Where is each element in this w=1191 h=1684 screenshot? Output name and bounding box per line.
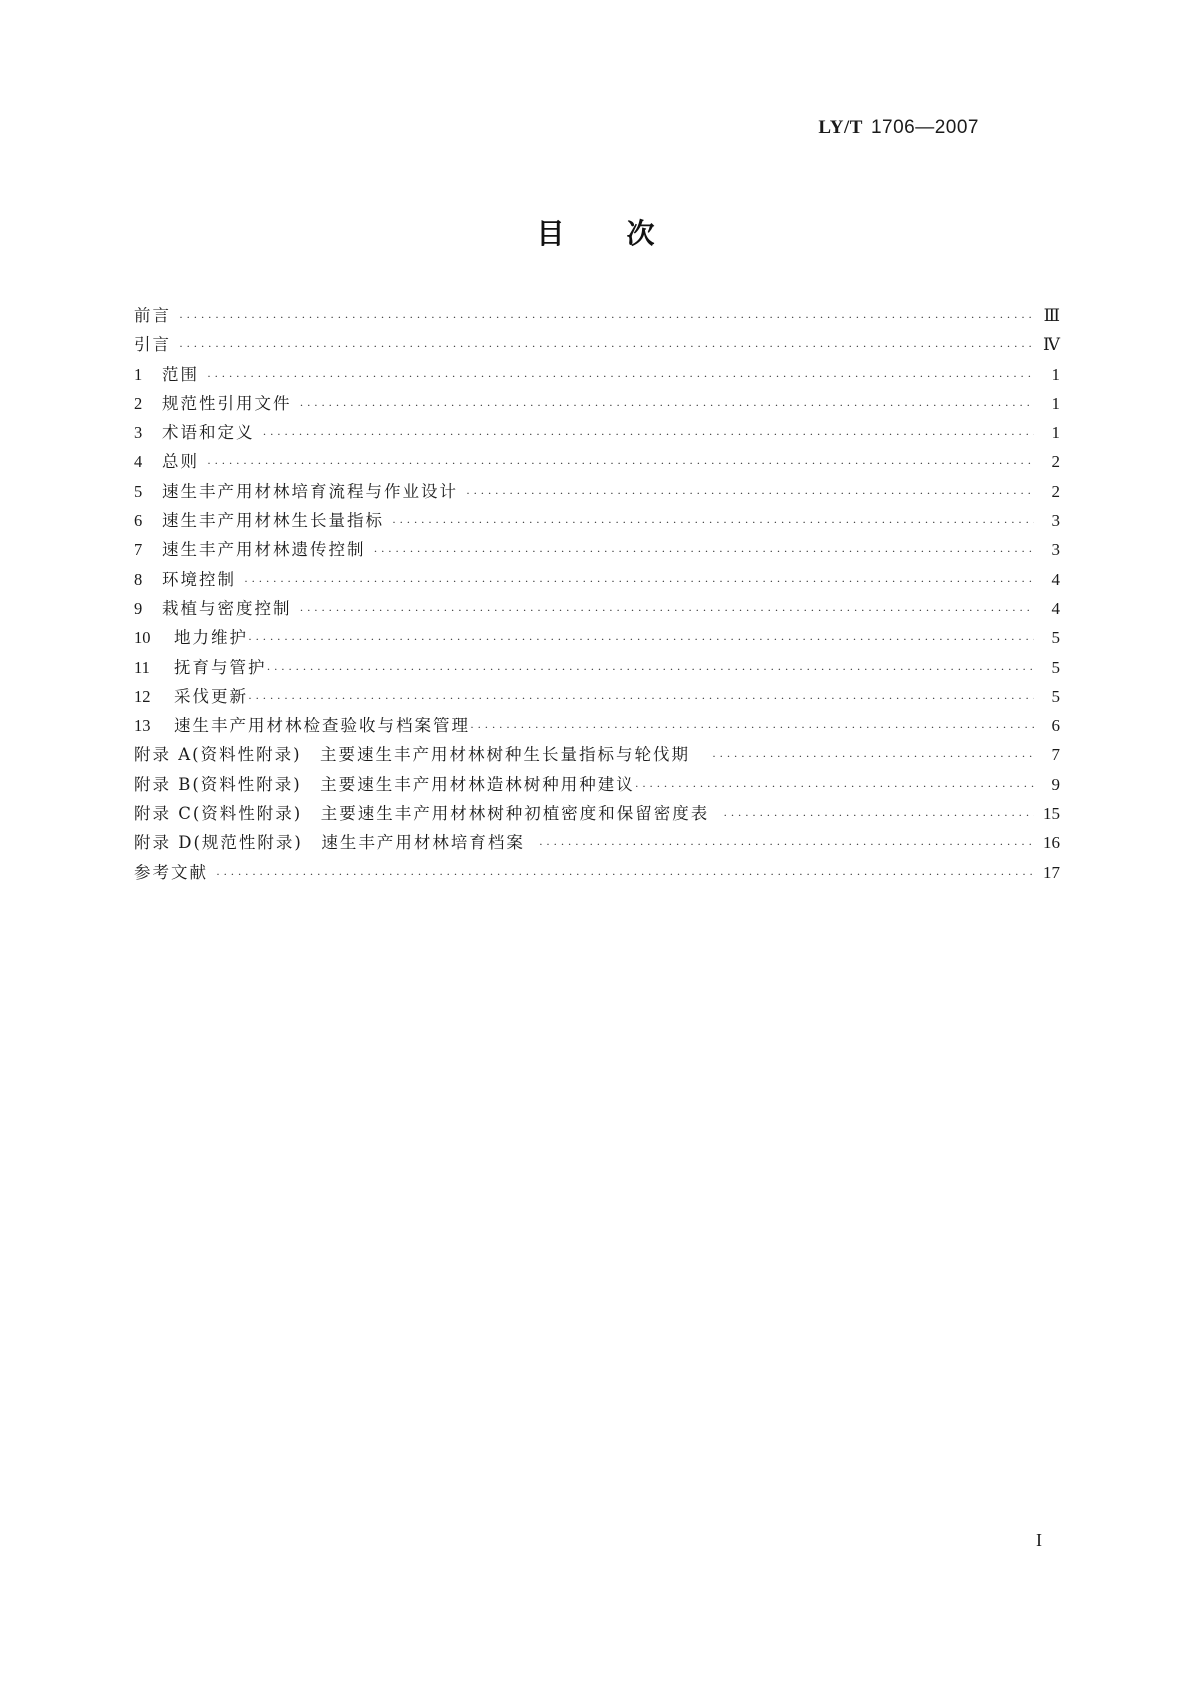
toc-number: 4 (134, 452, 143, 472)
toc-entry-1[interactable] (134, 361, 1060, 390)
toc-page: 5 (1051, 628, 1060, 648)
toc-entry-appendix-a[interactable] (134, 741, 1060, 770)
toc-label: 附录 B(资料性附录) 主要速生丰产用材林造林树种用种建议 (134, 774, 635, 794)
toc-label: 附录 C(资料性附录) 主要速生丰产用材林树种初植密度和保留密度表 (134, 804, 710, 824)
toc-label: 环境控制 (162, 569, 236, 589)
toc-label: 前言 (134, 306, 171, 325)
toc-entry-7[interactable] (134, 536, 1060, 565)
toc-page: 6 (1051, 716, 1060, 736)
standard-prefix: LY/T (818, 117, 863, 138)
toc-entry-appendix-c[interactable] (134, 800, 1060, 829)
toc-number: 11 (134, 657, 150, 677)
toc-label: 地力维护 (174, 628, 248, 648)
toc-entry-appendix-d[interactable] (134, 829, 1060, 858)
toc-page: 7 (1051, 745, 1060, 765)
toc-entry-foreword[interactable] (134, 302, 1060, 331)
dot-leader (248, 632, 1034, 647)
toc-number: 10 (134, 628, 151, 648)
toc-number: 7 (134, 540, 143, 560)
dot-leader (207, 456, 1034, 471)
standard-number: 1706—2007 (870, 117, 979, 138)
table-of-contents (134, 302, 1060, 888)
dot-leader (216, 867, 1034, 882)
toc-label: 参考文献 (134, 862, 208, 882)
toc-label: 规范性引用文件 (162, 393, 292, 413)
toc-page: 2 (1051, 481, 1060, 501)
toc-page: 1 (1051, 364, 1060, 384)
toc-label: 引言 (134, 335, 171, 355)
toc-number: 6 (134, 511, 143, 531)
dot-leader (374, 544, 1035, 559)
toc-entry-introduction[interactable] (134, 331, 1060, 360)
toc-entry-5[interactable] (134, 478, 1060, 507)
toc-number: 3 (134, 423, 143, 443)
toc-page: 17 (1043, 862, 1060, 882)
toc-number: 13 (134, 716, 151, 736)
toc-entry-10[interactable] (134, 624, 1060, 653)
toc-number: 12 (134, 686, 151, 706)
toc-page: 2 (1051, 452, 1060, 472)
toc-label: 附录 D(规范性附录) 速生丰产用材林培育档案 (134, 833, 525, 853)
dot-leader (263, 427, 1035, 442)
toc-entry-9[interactable] (134, 595, 1060, 624)
toc-label: 速生丰产用材林检查验收与档案管理 (174, 716, 470, 736)
toc-page: 4 (1051, 569, 1060, 589)
toc-page: 1 (1051, 393, 1060, 413)
dot-leader (392, 515, 1034, 530)
dot-leader (267, 662, 1035, 677)
toc-label: 附录 A(资料性附录) 主要速生丰产用材林树种生长量指标与轮伐期 (134, 745, 691, 765)
dot-leader (207, 369, 1034, 384)
toc-entry-13[interactable] (134, 712, 1060, 741)
toc-label: 范围 (162, 364, 199, 384)
dot-leader (466, 486, 1034, 501)
toc-number: 5 (134, 481, 143, 501)
toc-number: 2 (134, 393, 143, 413)
toc-label: 速生丰产用材林培育流程与作业设计 (162, 481, 458, 501)
dot-leader (300, 603, 1035, 618)
dot-leader (179, 310, 1034, 325)
toc-entry-8[interactable] (134, 566, 1060, 595)
toc-entry-4[interactable] (134, 448, 1060, 477)
standard-code (818, 116, 979, 139)
dot-leader (635, 779, 1034, 794)
toc-page: 15 (1043, 804, 1060, 824)
toc-label: 速生丰产用材林生长量指标 (162, 511, 384, 531)
toc-label: 速生丰产用材林遗传控制 (162, 540, 366, 560)
toc-entry-6[interactable] (134, 507, 1060, 536)
toc-number: 1 (134, 364, 143, 384)
toc-label: 术语和定义 (162, 423, 255, 443)
toc-page: Ⅲ (1043, 306, 1060, 325)
dot-leader (300, 398, 1035, 413)
dot-leader (179, 339, 1034, 354)
toc-entry-12[interactable] (134, 683, 1060, 712)
toc-page: 9 (1051, 774, 1060, 794)
toc-page: 1 (1051, 423, 1060, 443)
toc-number: 9 (134, 598, 143, 618)
toc-page: 16 (1043, 833, 1060, 853)
toc-page: 4 (1051, 598, 1060, 618)
page-number: I (1036, 1530, 1042, 1550)
toc-page: 5 (1051, 657, 1060, 677)
toc-entry-3[interactable] (134, 419, 1060, 448)
toc-number: 8 (134, 569, 143, 589)
dot-leader (712, 749, 1034, 764)
toc-label: 栽植与密度控制 (162, 598, 292, 618)
dot-leader (723, 808, 1034, 823)
page-title: 目次 (536, 217, 717, 250)
toc-entry-references[interactable] (134, 859, 1060, 888)
dot-leader (539, 837, 1034, 852)
toc-page: 5 (1051, 686, 1060, 706)
toc-page: Ⅳ (1043, 335, 1060, 355)
toc-entry-appendix-b[interactable] (134, 771, 1060, 800)
toc-label: 采伐更新 (174, 686, 248, 706)
toc-entry-11[interactable] (134, 654, 1060, 683)
dot-leader (470, 720, 1034, 735)
toc-page: 3 (1051, 540, 1060, 560)
toc-entry-2[interactable] (134, 390, 1060, 419)
toc-label: 抚育与管护 (174, 657, 267, 677)
dot-leader (248, 691, 1034, 706)
dot-leader (244, 574, 1034, 589)
toc-page: 3 (1051, 511, 1060, 531)
toc-label: 总则 (162, 452, 199, 472)
